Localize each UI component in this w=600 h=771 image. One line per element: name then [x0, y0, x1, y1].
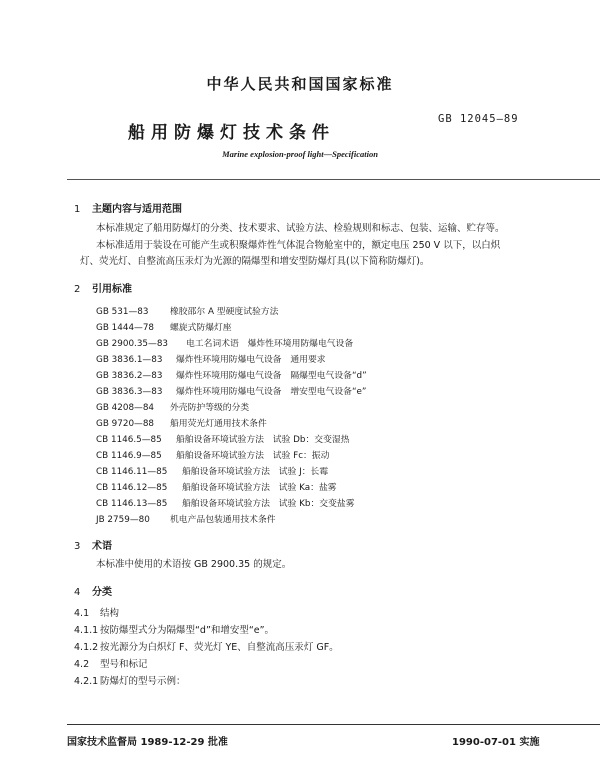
clause-text: 按防爆型式分为隔爆型“d”和增安型“e”。	[100, 625, 275, 636]
reference-title: 爆炸性环境用防爆电气设备 通用要求	[176, 355, 326, 365]
reference-item	[96, 496, 355, 509]
section-4-heading	[74, 583, 112, 598]
reference-code: JB 2759—80	[96, 515, 150, 525]
reference-item	[96, 304, 278, 317]
approval-statement: 国家技术监督局 1989-12-29 批准	[67, 737, 228, 748]
section-title: 分类	[92, 587, 112, 598]
reference-title: 船舶设备环境试验方法 试验 Db：交变湿热	[176, 435, 350, 445]
clause-item	[74, 605, 119, 619]
clause-text: 防爆灯的型号示例：	[100, 676, 186, 687]
section-1-paragraph-1: 本标准规定了船用防爆灯的分类、技术要求、试验方法、检验规则和标志、包装、运输、贮存等。	[96, 223, 505, 234]
implementation-date: 1990-07-01 实施	[452, 737, 540, 748]
reference-title: 船用荧光灯通用技术条件	[170, 419, 267, 429]
section-3-paragraph: 本标准中使用的术语按 GB 2900.35 的规定。	[96, 559, 292, 570]
section-3-heading	[74, 537, 112, 552]
section-title: 引用标准	[92, 284, 132, 295]
footer-divider	[67, 724, 600, 725]
reference-title: 橡胶邵尔 A 型硬度试验方法	[170, 307, 279, 317]
reference-title: 机电产品包装通用技术条件	[170, 515, 276, 525]
reference-title: 螺旋式防爆灯座	[170, 323, 232, 333]
reference-item	[96, 464, 328, 477]
reference-code: CB 1146.13—85	[96, 499, 168, 509]
section-1-paragraph-2-line-1: 本标准适用于装设在可能产生或积聚爆炸性气体混合物舱室中的，额定电压 250 V 以下，以白炽	[96, 240, 501, 251]
reference-title: 船舶设备环境试验方法 试验 Fc：振动	[176, 451, 330, 461]
section-title: 术语	[92, 541, 112, 552]
reference-item	[96, 400, 249, 413]
reference-code: CB 1146.9—85	[96, 451, 162, 461]
section-number: 4	[74, 587, 81, 598]
clause-number: 4.1	[74, 608, 90, 619]
clause-number: 4.2	[74, 659, 90, 670]
standard-code: GB 12045—89	[438, 113, 519, 125]
section-number: 3	[74, 541, 81, 552]
national-standard-label: 中华人民共和国国家标准	[206, 75, 394, 93]
section-1-heading	[74, 200, 182, 215]
reference-title: 船舶设备环境试验方法 试验 Kb：交变盐雾	[182, 499, 355, 509]
reference-title: 爆炸性环境用防爆电气设备 隔爆型电气设备“d”	[176, 371, 367, 381]
reference-code: CB 1146.12—85	[96, 483, 168, 493]
clause-number: 4.1.2	[74, 642, 99, 653]
reference-code: GB 9720—88	[96, 419, 155, 429]
clause-number: 4.2.1	[74, 676, 99, 687]
reference-title: 外壳防护等级的分类	[170, 403, 250, 413]
reference-item	[96, 384, 366, 397]
reference-item	[96, 432, 350, 445]
clause-item	[74, 673, 186, 687]
reference-code: CB 1146.5—85	[96, 435, 162, 445]
reference-title: 船舶设备环境试验方法 试验 J：长霉	[182, 467, 329, 477]
clause-text: 结构	[100, 608, 120, 619]
document-title: 船用防爆灯技术条件	[128, 123, 335, 143]
section-number: 1	[74, 204, 81, 215]
clause-number: 4.1.1	[74, 625, 99, 636]
section-title: 主题内容与适用范围	[92, 204, 182, 215]
reference-item	[96, 320, 232, 333]
reference-code: GB 3836.2—83	[96, 371, 163, 381]
clause-text: 型号和标记	[100, 659, 148, 670]
reference-item	[96, 448, 329, 461]
reference-item	[96, 352, 326, 365]
reference-code: GB 2900.35—83	[96, 339, 169, 349]
reference-code: GB 3836.1—83	[96, 355, 163, 365]
reference-title: 爆炸性环境用防爆电气设备 增安型电气设备“e”	[176, 387, 367, 397]
english-title: Marine explosion-proof light—Specification	[222, 149, 378, 159]
reference-item	[96, 512, 276, 525]
clause-item	[74, 639, 339, 653]
reference-item	[96, 336, 353, 349]
reference-item	[96, 416, 267, 429]
reference-item	[96, 480, 337, 493]
reference-code: CB 1146.11—85	[96, 467, 168, 477]
reference-code: GB 531—83	[96, 307, 149, 317]
reference-code: GB 3836.3—83	[96, 387, 163, 397]
reference-title: 船舶设备环境试验方法 试验 Ka：盐雾	[182, 483, 337, 493]
section-2-heading	[74, 280, 132, 295]
clause-item	[74, 656, 148, 670]
reference-item	[96, 368, 367, 381]
reference-code: GB 1444—78	[96, 323, 155, 333]
section-number: 2	[74, 284, 81, 295]
clause-item	[74, 622, 274, 636]
reference-title: 电工名词术语 爆炸性环境用防爆电气设备	[186, 339, 354, 349]
header-divider	[67, 179, 600, 180]
section-1-paragraph-2-line-2: 灯、荧光灯、自整流高压汞灯为光源的隔爆型和增安型防爆灯具(以下简称防爆灯)。	[80, 256, 430, 267]
reference-code: GB 4208—84	[96, 403, 155, 413]
clause-text: 按光源分为白炽灯 F、荧光灯 YE、自整流高压汞灯 GF。	[100, 642, 339, 653]
